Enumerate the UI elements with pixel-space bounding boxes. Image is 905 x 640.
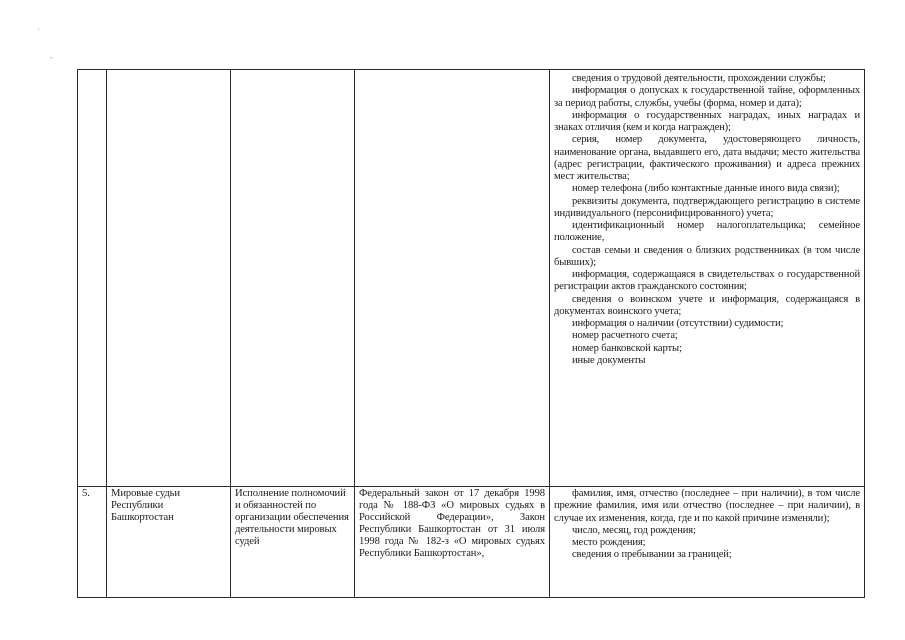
table-row xyxy=(78,70,865,487)
cell-law xyxy=(355,487,550,598)
list-item: информация, содержащаяся в свидетельствах о государственной регистрации актов гражданского состояния; xyxy=(554,269,860,293)
cell-subject xyxy=(107,70,231,487)
subject-text: Мировые судьи Республики Башкортостан xyxy=(111,488,180,524)
cell-number xyxy=(78,487,107,598)
row-number: 5. xyxy=(82,488,90,499)
data-items-list xyxy=(550,487,864,562)
list-item: информация о допусках к государственной тайне, оформленных за период работы, службы, учебы (форма, номер и дата); xyxy=(554,85,860,109)
list-item: число, месяц, год рождения; xyxy=(572,524,696,536)
list-item: сведения о пребывании за границей; xyxy=(572,549,732,561)
table-row xyxy=(78,487,865,598)
list-item: сведения о воинском учете и информация, содержащаяся в документах воинского учета; xyxy=(554,293,860,317)
list-item: идентификационный номер налогоплательщика; семейное положение, xyxy=(554,220,860,244)
list-item: сведения о трудовой деятельности, прохождении службы; xyxy=(572,73,826,84)
data-table xyxy=(77,69,865,598)
list-item: место рождения; xyxy=(572,537,646,548)
cell-number xyxy=(78,70,107,487)
list-item: номер банковской карты; xyxy=(572,342,682,354)
list-item: реквизиты документа, подтверждающего регистрацию в системе индивидуального (персонифицированного) учета; xyxy=(554,195,860,219)
scan-mark-1: ' xyxy=(38,27,40,36)
list-item: фамилия, имя, отчество (последнее – при наличии), в том числе прежние фамилия, имя или отчество (последнее – при наличии), в случае их изменения, когда, где и по какой причине изменяли); xyxy=(554,488,860,524)
cell-purpose xyxy=(231,70,355,487)
purpose-text: Исполнение полномочий и обязанностей по организации обеспечения деятельности мировых судей xyxy=(235,488,349,548)
cell-subject xyxy=(107,487,231,598)
law-text: Федеральный закон от 17 декабря 1998 года № 188-ФЗ «О мировых судьях в Российской Федерации», Закон Республики Башкортостан от 31 июля 1998 года № 182-з «О мировых судьях Республики Башкортостан», xyxy=(359,488,545,560)
cell-data-list xyxy=(550,70,865,487)
list-item: серия, номер документа, удостоверяющего личность, наименование органа, выдавшего его, дата выдачи; место жительства (адрес регистрации, фактического проживания) и адреса прежних мест жительства; xyxy=(554,134,860,182)
data-items-list xyxy=(550,70,864,367)
list-item: информация о наличии (отсутствии) судимости; xyxy=(572,318,784,329)
cell-law xyxy=(355,70,550,487)
cell-data-list xyxy=(550,487,865,598)
scan-mark-2: - xyxy=(50,53,53,62)
list-item: номер телефона (либо контактные данные иного вида связи); xyxy=(572,183,840,195)
cell-purpose xyxy=(231,487,355,598)
list-item: состав семьи и сведения о близких родственниках (в том числе бывших); xyxy=(554,244,860,268)
list-item: номер расчетного счета; xyxy=(572,330,678,342)
list-item: информация о государственных наградах, иных наградах и знаках отличия (кем и когда награжден); xyxy=(554,109,860,133)
list-item: иные документы xyxy=(572,354,646,366)
